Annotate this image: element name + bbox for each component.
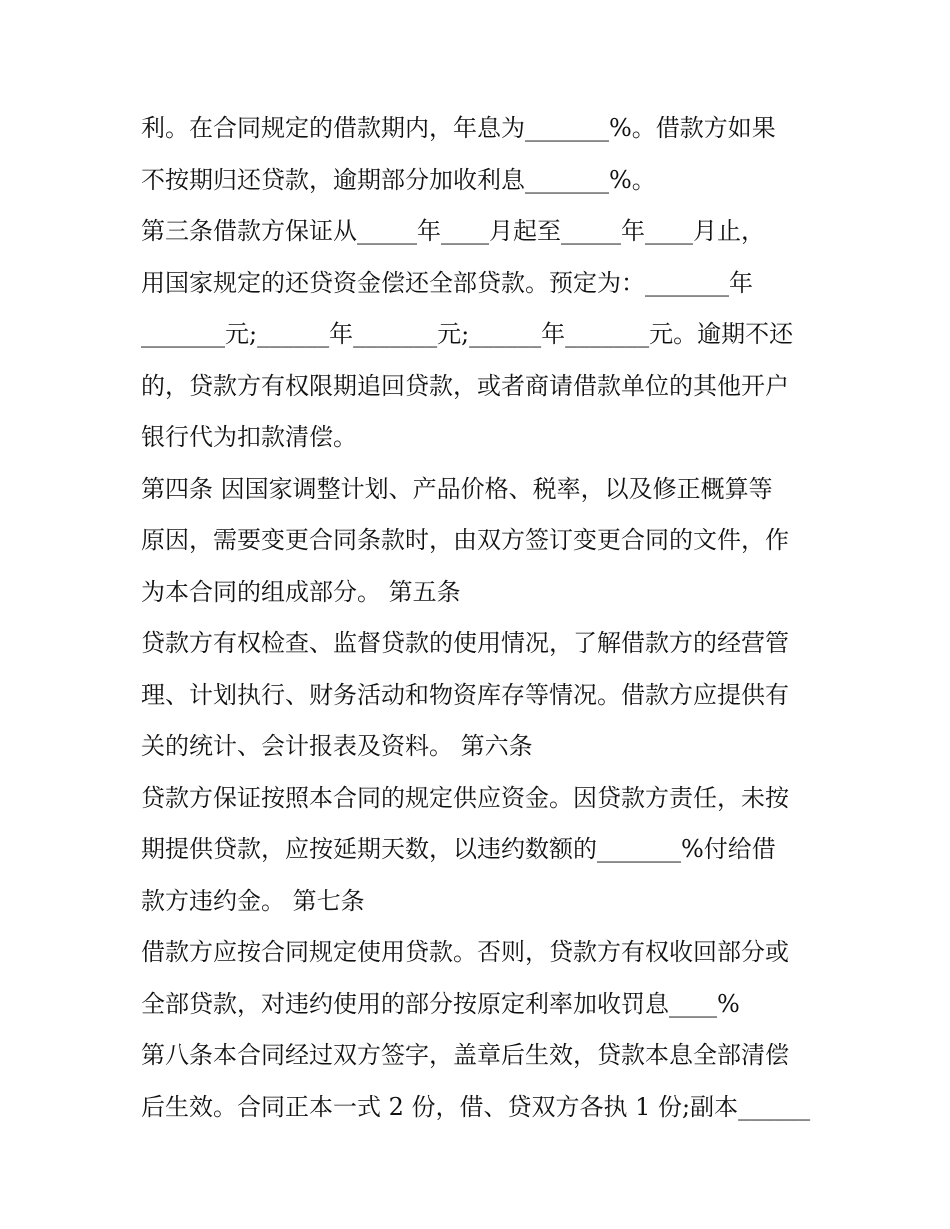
text-line: 利。在合同规定的借款期内，年息为_______%。借款方如果 — [141, 114, 776, 142]
text-line: 原因，需要变更合同条款时，由双方签订变更合同的文件，作 — [141, 526, 789, 554]
text-line: _______元;______年_______元;______年_______元。逾期不还 — [141, 320, 794, 348]
text-line: 款方违约金。 第七条 — [141, 886, 365, 915]
text-line: 理、计划执行、财务活动和物资库存等情况。借款方应提供有 — [141, 680, 789, 709]
text-line: 关的统计、会计报表及资料。 第六条 — [141, 732, 533, 760]
text-line: 后生效。合同正本一式 2 份，借、贷双方各执 1 份;副本______ — [141, 1092, 811, 1121]
text-line: 贷款方保证按照本合同的规定供应资金。因贷款方责任，未按 — [141, 783, 789, 812]
contract-text — [141, 103, 821, 1133]
text-line: 不按期归还贷款，逾期部分加收利息_______%。 — [141, 165, 656, 194]
text-line: 银行代为扣款清偿。 — [141, 423, 357, 451]
text-line: 期提供贷款，应按延期天数，以违约数额的_______%付给借 — [141, 835, 776, 863]
text-line: 全部贷款，对违约使用的部分按原定利率加收罚息____% — [141, 989, 740, 1018]
text-line: 第八条本合同经过双方签字，盖章后生效，贷款本息全部清偿 — [141, 1041, 789, 1069]
text-line: 为本合同的组成部分。 第五条 — [141, 577, 461, 606]
text-line: 用国家规定的还贷资金偿还全部贷款。预定为：_______年 — [141, 268, 753, 297]
text-line: 第三条借款方保证从_____年____月起至_____年____月止， — [141, 217, 765, 245]
text-line: 的，贷款方有权限期追回贷款，或者商请借款单位的其他开户 — [141, 371, 789, 400]
text-line: 借款方应按合同规定使用贷款。否则，贷款方有权收回部分或 — [141, 938, 789, 966]
text-line: 贷款方有权检查、监督贷款的使用情况，了解借款方的经营管 — [141, 629, 789, 657]
text-line: 第四条 因国家调整计划、产品价格、税率，以及修正概算等 — [141, 474, 773, 503]
